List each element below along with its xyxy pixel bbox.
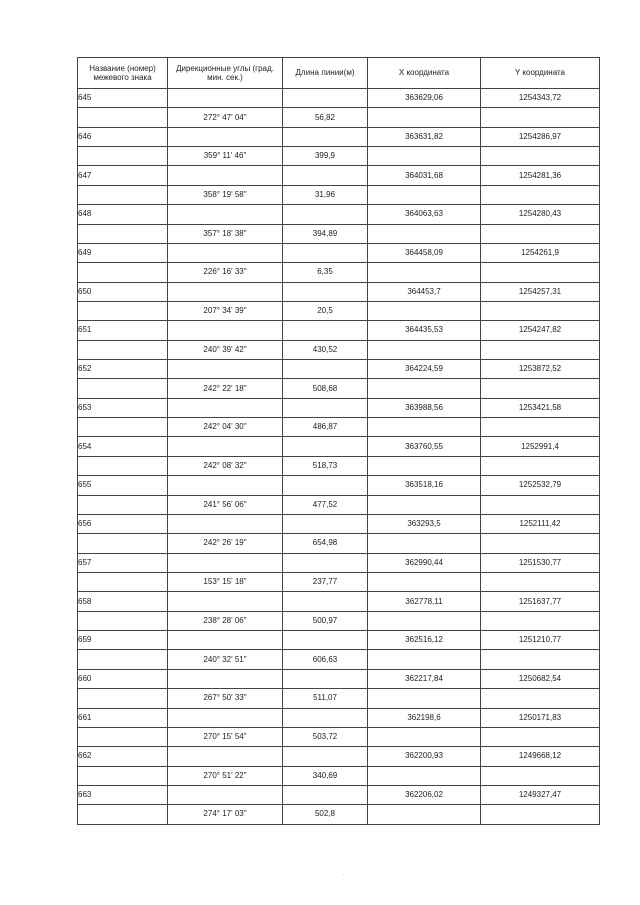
- boundary-coordinates-table: [77, 57, 600, 825]
- mark-name-cell: [78, 689, 168, 708]
- line-length-cell: 430,52: [283, 340, 368, 359]
- header-mark-name: Название (номер) межевого знака: [78, 58, 168, 89]
- x-coordinate-cell: 362217,84: [368, 669, 481, 688]
- table-row: [78, 476, 600, 495]
- table-row: [78, 224, 600, 243]
- y-coordinate-cell: 1253872,52: [481, 360, 600, 379]
- mark-name-cell: 649: [78, 243, 168, 262]
- mark-name-cell: [78, 805, 168, 824]
- line-length-cell: [283, 321, 368, 340]
- line-length-cell: [283, 437, 368, 456]
- table-row: [78, 611, 600, 630]
- directional-angle-cell: 274° 17' 03": [168, 805, 283, 824]
- mark-name-cell: 663: [78, 785, 168, 804]
- table-row: [78, 340, 600, 359]
- table-row: [78, 108, 600, 127]
- y-coordinate-cell: 1250171,83: [481, 708, 600, 727]
- table-row: [78, 572, 600, 591]
- table-row: [78, 360, 600, 379]
- x-coordinate-cell: [368, 379, 481, 398]
- x-coordinate-cell: [368, 340, 481, 359]
- line-length-cell: [283, 282, 368, 301]
- directional-angle-cell: 242° 04' 30": [168, 418, 283, 437]
- line-length-cell: [283, 127, 368, 146]
- y-coordinate-cell: 1254281,36: [481, 166, 600, 185]
- table-row: [78, 592, 600, 611]
- x-coordinate-cell: [368, 611, 481, 630]
- y-coordinate-cell: 1254343,72: [481, 89, 600, 108]
- table-row: [78, 379, 600, 398]
- mark-name-cell: 653: [78, 398, 168, 417]
- table-row: [78, 185, 600, 204]
- y-coordinate-cell: [481, 185, 600, 204]
- table-row: [78, 747, 600, 766]
- x-coordinate-cell: [368, 495, 481, 514]
- line-length-cell: 500,97: [283, 611, 368, 630]
- mark-name-cell: [78, 340, 168, 359]
- table-body: [78, 89, 600, 825]
- mark-name-cell: 652: [78, 360, 168, 379]
- table-row: [78, 301, 600, 320]
- x-coordinate-cell: [368, 766, 481, 785]
- x-coordinate-cell: 364031,68: [368, 166, 481, 185]
- x-coordinate-cell: 362200,93: [368, 747, 481, 766]
- y-coordinate-cell: [481, 418, 600, 437]
- x-coordinate-cell: 364224,59: [368, 360, 481, 379]
- directional-angle-cell: [168, 398, 283, 417]
- x-coordinate-cell: [368, 805, 481, 824]
- directional-angle-cell: 359° 11' 46": [168, 147, 283, 166]
- directional-angle-cell: [168, 360, 283, 379]
- directional-angle-cell: [168, 321, 283, 340]
- directional-angle-cell: 242° 08' 32": [168, 456, 283, 475]
- y-coordinate-cell: [481, 301, 600, 320]
- directional-angle-cell: [168, 282, 283, 301]
- line-length-cell: 6,35: [283, 263, 368, 282]
- line-length-cell: [283, 514, 368, 533]
- table-row: [78, 263, 600, 282]
- y-coordinate-cell: 1252532,79: [481, 476, 600, 495]
- directional-angle-cell: 238° 28' 06": [168, 611, 283, 630]
- table-row: [78, 650, 600, 669]
- line-length-cell: 486,87: [283, 418, 368, 437]
- line-length-cell: 511,07: [283, 689, 368, 708]
- table-header-row: [78, 58, 600, 89]
- y-coordinate-cell: 1252991,4: [481, 437, 600, 456]
- x-coordinate-cell: 364063,63: [368, 205, 481, 224]
- mark-name-cell: 659: [78, 631, 168, 650]
- directional-angle-cell: [168, 437, 283, 456]
- mark-name-cell: 651: [78, 321, 168, 340]
- directional-angle-cell: 240° 32' 51": [168, 650, 283, 669]
- y-coordinate-cell: 1254247,82: [481, 321, 600, 340]
- x-coordinate-cell: 364458,09: [368, 243, 481, 262]
- mark-name-cell: [78, 495, 168, 514]
- table-row: [78, 708, 600, 727]
- y-coordinate-cell: 1253421,58: [481, 398, 600, 417]
- y-coordinate-cell: [481, 340, 600, 359]
- x-coordinate-cell: [368, 650, 481, 669]
- x-coordinate-cell: 363518,16: [368, 476, 481, 495]
- mark-name-cell: [78, 611, 168, 630]
- table-row: [78, 495, 600, 514]
- line-length-cell: 606,63: [283, 650, 368, 669]
- x-coordinate-cell: [368, 534, 481, 553]
- y-coordinate-cell: 1252111,42: [481, 514, 600, 533]
- directional-angle-cell: [168, 747, 283, 766]
- y-coordinate-cell: 1254257,31: [481, 282, 600, 301]
- mark-name-cell: 661: [78, 708, 168, 727]
- line-length-cell: 508,68: [283, 379, 368, 398]
- mark-name-cell: [78, 379, 168, 398]
- directional-angle-cell: 270° 15' 54": [168, 727, 283, 746]
- line-length-cell: 340,69: [283, 766, 368, 785]
- mark-name-cell: [78, 572, 168, 591]
- mark-name-cell: [78, 650, 168, 669]
- table-row: [78, 456, 600, 475]
- x-coordinate-cell: [368, 224, 481, 243]
- table-row: [78, 785, 600, 804]
- directional-angle-cell: [168, 708, 283, 727]
- line-length-cell: [283, 205, 368, 224]
- line-length-cell: 56,82: [283, 108, 368, 127]
- x-coordinate-cell: [368, 263, 481, 282]
- y-coordinate-cell: [481, 534, 600, 553]
- table-row: [78, 243, 600, 262]
- directional-angle-cell: 270° 51' 22": [168, 766, 283, 785]
- line-length-cell: [283, 592, 368, 611]
- y-coordinate-cell: [481, 224, 600, 243]
- line-length-cell: 394,89: [283, 224, 368, 243]
- table-row: [78, 321, 600, 340]
- x-coordinate-cell: [368, 727, 481, 746]
- x-coordinate-cell: 362778,11: [368, 592, 481, 611]
- line-length-cell: 20,5: [283, 301, 368, 320]
- table-row: [78, 805, 600, 824]
- y-coordinate-cell: 1251530,77: [481, 553, 600, 572]
- directional-angle-cell: [168, 631, 283, 650]
- mark-name-cell: 660: [78, 669, 168, 688]
- directional-angle-cell: 207° 34' 39": [168, 301, 283, 320]
- directional-angle-cell: [168, 127, 283, 146]
- mark-name-cell: [78, 301, 168, 320]
- line-length-cell: 237,77: [283, 572, 368, 591]
- table-row: [78, 437, 600, 456]
- mark-name-cell: [78, 418, 168, 437]
- line-length-cell: 477,52: [283, 495, 368, 514]
- table-row: [78, 553, 600, 572]
- y-coordinate-cell: 1251210,77: [481, 631, 600, 650]
- mark-name-cell: 656: [78, 514, 168, 533]
- line-length-cell: 654,98: [283, 534, 368, 553]
- table-row: [78, 166, 600, 185]
- directional-angle-cell: [168, 476, 283, 495]
- directional-angle-cell: 357° 18' 38": [168, 224, 283, 243]
- directional-angle-cell: 267° 50' 33": [168, 689, 283, 708]
- table-row: [78, 689, 600, 708]
- mark-name-cell: 657: [78, 553, 168, 572]
- x-coordinate-cell: 364453,7: [368, 282, 481, 301]
- directional-angle-cell: [168, 669, 283, 688]
- y-coordinate-cell: [481, 727, 600, 746]
- line-length-cell: [283, 669, 368, 688]
- y-coordinate-cell: 1254286,97: [481, 127, 600, 146]
- mark-name-cell: [78, 147, 168, 166]
- directional-angle-cell: [168, 514, 283, 533]
- y-coordinate-cell: [481, 766, 600, 785]
- y-coordinate-cell: [481, 805, 600, 824]
- y-coordinate-cell: 1251637,77: [481, 592, 600, 611]
- line-length-cell: [283, 476, 368, 495]
- y-coordinate-cell: [481, 456, 600, 475]
- directional-angle-cell: [168, 785, 283, 804]
- line-length-cell: [283, 708, 368, 727]
- line-length-cell: [283, 631, 368, 650]
- y-coordinate-cell: [481, 572, 600, 591]
- mark-name-cell: [78, 263, 168, 282]
- table-row: [78, 418, 600, 437]
- mark-name-cell: 662: [78, 747, 168, 766]
- y-coordinate-cell: 1254261,9: [481, 243, 600, 262]
- line-length-cell: 503,72: [283, 727, 368, 746]
- directional-angle-cell: 242° 26' 19": [168, 534, 283, 553]
- y-coordinate-cell: [481, 147, 600, 166]
- mark-name-cell: 648: [78, 205, 168, 224]
- directional-angle-cell: 242° 22' 18": [168, 379, 283, 398]
- x-coordinate-cell: [368, 689, 481, 708]
- line-length-cell: 518,73: [283, 456, 368, 475]
- directional-angle-cell: [168, 553, 283, 572]
- directional-angle-cell: 240° 39' 42": [168, 340, 283, 359]
- y-coordinate-cell: [481, 495, 600, 514]
- x-coordinate-cell: 362516,12: [368, 631, 481, 650]
- table-row: [78, 398, 600, 417]
- y-coordinate-cell: [481, 108, 600, 127]
- y-coordinate-cell: [481, 650, 600, 669]
- line-length-cell: [283, 166, 368, 185]
- y-coordinate-cell: 1249327,47: [481, 785, 600, 804]
- header-y-coordinate: Y координата: [481, 58, 600, 89]
- table-row: [78, 727, 600, 746]
- table-row: [78, 514, 600, 533]
- x-coordinate-cell: 363629,06: [368, 89, 481, 108]
- y-coordinate-cell: [481, 611, 600, 630]
- mark-name-cell: 646: [78, 127, 168, 146]
- line-length-cell: [283, 243, 368, 262]
- x-coordinate-cell: [368, 572, 481, 591]
- directional-angle-cell: [168, 243, 283, 262]
- y-coordinate-cell: 1249668,12: [481, 747, 600, 766]
- mark-name-cell: 654: [78, 437, 168, 456]
- mark-name-cell: 647: [78, 166, 168, 185]
- table-row: [78, 205, 600, 224]
- line-length-cell: 502,8: [283, 805, 368, 824]
- line-length-cell: [283, 89, 368, 108]
- line-length-cell: 31,96: [283, 185, 368, 204]
- mark-name-cell: [78, 224, 168, 243]
- directional-angle-cell: 226° 16' 33": [168, 263, 283, 282]
- mark-name-cell: 645: [78, 89, 168, 108]
- x-coordinate-cell: [368, 108, 481, 127]
- x-coordinate-cell: 363760,55: [368, 437, 481, 456]
- directional-angle-cell: 153° 15' 18": [168, 572, 283, 591]
- line-length-cell: 399,9: [283, 147, 368, 166]
- scan-speck: .: [343, 871, 345, 877]
- directional-angle-cell: 241° 56' 06": [168, 495, 283, 514]
- line-length-cell: [283, 553, 368, 572]
- header-line-length: Длина линии(м): [283, 58, 368, 89]
- y-coordinate-cell: [481, 263, 600, 282]
- y-coordinate-cell: [481, 689, 600, 708]
- directional-angle-cell: [168, 166, 283, 185]
- mark-name-cell: 650: [78, 282, 168, 301]
- directional-angle-cell: [168, 205, 283, 224]
- mark-name-cell: [78, 727, 168, 746]
- line-length-cell: [283, 360, 368, 379]
- table-row: [78, 282, 600, 301]
- x-coordinate-cell: [368, 185, 481, 204]
- table-row: [78, 127, 600, 146]
- x-coordinate-cell: 363631,82: [368, 127, 481, 146]
- mark-name-cell: [78, 185, 168, 204]
- directional-angle-cell: 272° 47' 04": [168, 108, 283, 127]
- table-row: [78, 147, 600, 166]
- x-coordinate-cell: 362198,6: [368, 708, 481, 727]
- table-row: [78, 534, 600, 553]
- x-coordinate-cell: [368, 301, 481, 320]
- x-coordinate-cell: [368, 418, 481, 437]
- x-coordinate-cell: 364435,53: [368, 321, 481, 340]
- table-row: [78, 89, 600, 108]
- directional-angle-cell: [168, 89, 283, 108]
- mark-name-cell: [78, 534, 168, 553]
- directional-angle-cell: 358° 19' 58": [168, 185, 283, 204]
- header-directional-angle: Дирекционные углы (град. мин. сек.): [168, 58, 283, 89]
- mark-name-cell: 655: [78, 476, 168, 495]
- directional-angle-cell: [168, 592, 283, 611]
- x-coordinate-cell: 363293,5: [368, 514, 481, 533]
- line-length-cell: [283, 747, 368, 766]
- mark-name-cell: 658: [78, 592, 168, 611]
- x-coordinate-cell: 362990,44: [368, 553, 481, 572]
- x-coordinate-cell: [368, 147, 481, 166]
- table-row: [78, 631, 600, 650]
- line-length-cell: [283, 785, 368, 804]
- header-x-coordinate: X координата: [368, 58, 481, 89]
- y-coordinate-cell: [481, 379, 600, 398]
- mark-name-cell: [78, 766, 168, 785]
- line-length-cell: [283, 398, 368, 417]
- x-coordinate-cell: 363988,56: [368, 398, 481, 417]
- table-row: [78, 766, 600, 785]
- mark-name-cell: [78, 108, 168, 127]
- y-coordinate-cell: 1250682,54: [481, 669, 600, 688]
- y-coordinate-cell: 1254280,43: [481, 205, 600, 224]
- mark-name-cell: [78, 456, 168, 475]
- x-coordinate-cell: [368, 456, 481, 475]
- table-row: [78, 669, 600, 688]
- x-coordinate-cell: 362206,02: [368, 785, 481, 804]
